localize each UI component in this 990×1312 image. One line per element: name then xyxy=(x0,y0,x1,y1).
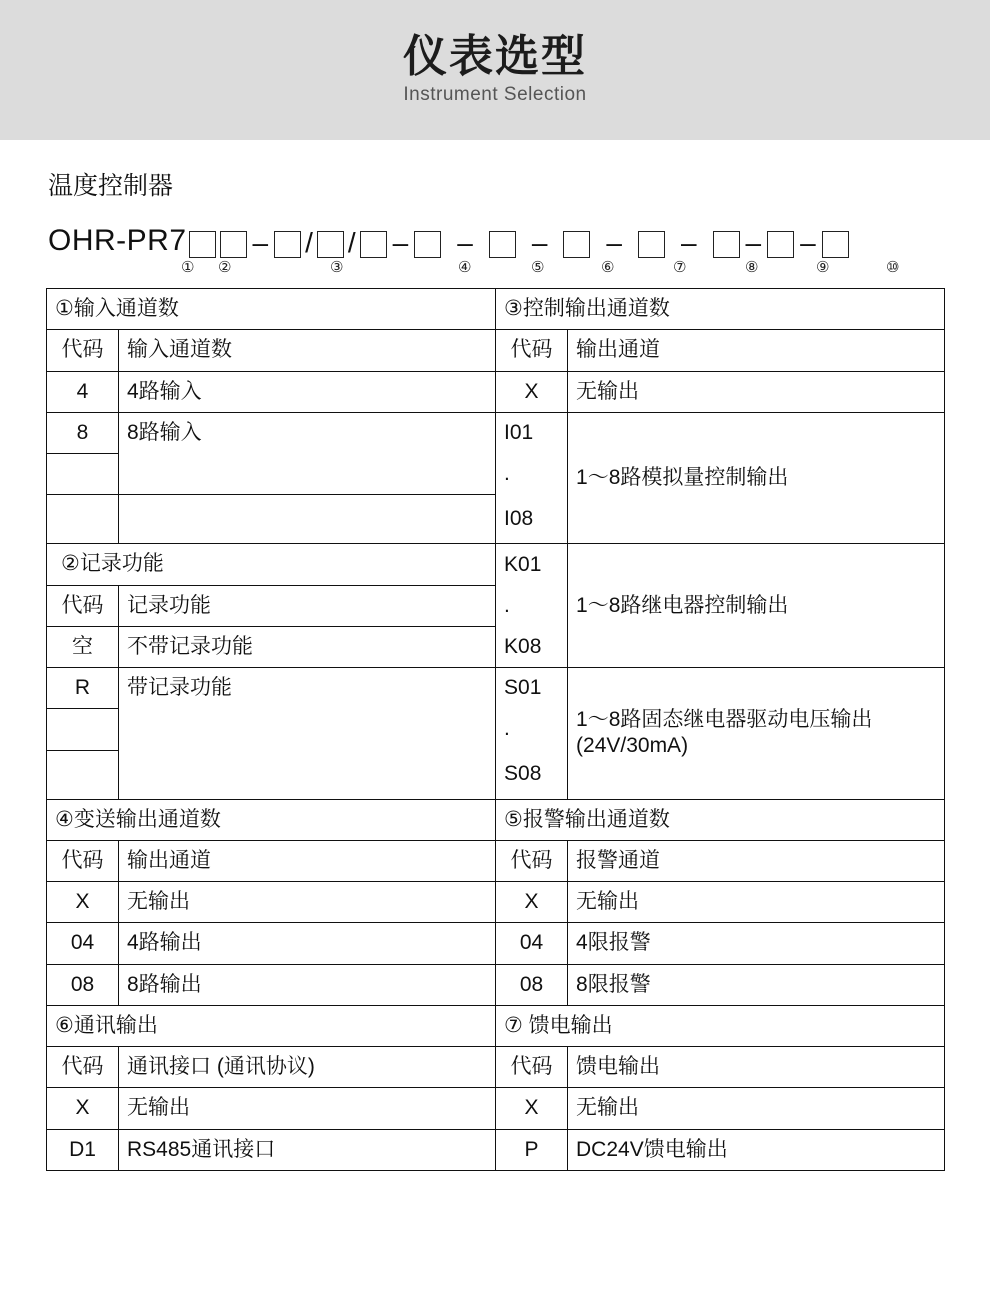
model-slot-1 xyxy=(189,231,216,258)
col-desc-5: 报警通道 xyxy=(568,840,945,881)
model-slash-1: / xyxy=(305,227,313,258)
model-dash-3: – xyxy=(457,227,473,258)
s3-code-1-bottom: I08 xyxy=(496,495,568,544)
s3-desc-3 xyxy=(568,668,945,800)
model-mark-3: ③ xyxy=(330,259,344,276)
model-slot-9 xyxy=(767,231,794,258)
model-slot-3a xyxy=(274,231,301,258)
s2-code-0: 空 xyxy=(47,626,119,667)
s1-blank-1 xyxy=(47,454,119,495)
model-prefix: OHR-PR7 xyxy=(48,224,187,257)
page-title: 仪表选型 xyxy=(403,31,587,81)
s4-code-1: 04 xyxy=(47,923,119,964)
table-row xyxy=(47,1129,945,1170)
s3-code-1-dot: . xyxy=(496,454,568,495)
col-code-4: 代码 xyxy=(47,840,119,881)
table-row xyxy=(47,1005,945,1046)
s2-desc-1: 带记录功能 xyxy=(119,668,496,800)
model-slot-5 xyxy=(489,231,516,258)
table-row xyxy=(47,330,945,371)
col-code-2: 代码 xyxy=(47,585,119,626)
model-mark-10: ⑩ xyxy=(886,259,900,276)
model-slash-2: / xyxy=(347,227,356,258)
spec-table xyxy=(46,288,945,1171)
col-code-5: 代码 xyxy=(496,840,568,881)
col-code-1: 代码 xyxy=(47,330,119,371)
model-mark-4: ④ xyxy=(458,259,472,276)
s3-code-3-dot: . xyxy=(496,709,568,750)
model-dash-5: – xyxy=(606,227,622,258)
model-slot-7 xyxy=(638,231,665,258)
table-row xyxy=(47,412,945,453)
section-title-3: ③控制输出通道数 xyxy=(496,289,945,330)
section-title-1: ①输入通道数 xyxy=(47,289,496,330)
model-dash-8: – xyxy=(800,227,816,258)
model-mark-8: ⑧ xyxy=(745,259,759,276)
col-desc-6: 通讯接口 (通讯协议) xyxy=(119,1047,496,1088)
s5-desc-2: 8限报警 xyxy=(568,964,945,1005)
page-subtitle: Instrument Selection xyxy=(403,84,587,106)
model-slot-10 xyxy=(822,231,849,258)
s6-code-0: X xyxy=(47,1088,119,1129)
s2-code-1: R xyxy=(47,668,119,709)
s2-blank-1 xyxy=(47,709,119,750)
content-area xyxy=(0,140,990,1171)
section-title-6: ⑥通讯输出 xyxy=(47,1005,496,1046)
table-row xyxy=(47,371,945,412)
table-row xyxy=(47,668,945,709)
model-dash-1: – xyxy=(252,227,269,258)
table-row xyxy=(47,289,945,330)
model-mark-7: ⑦ xyxy=(673,259,687,276)
s3-desc-3-line2: (24V/30mA) xyxy=(576,734,689,758)
s3-desc-2: 1～8路继电器控制输出 xyxy=(568,544,945,668)
s4-desc-0: 无输出 xyxy=(119,882,496,923)
s5-desc-0: 无输出 xyxy=(568,882,945,923)
model-mark-2: ② xyxy=(218,259,232,276)
s7-code-1: P xyxy=(496,1129,568,1170)
page-banner xyxy=(0,0,990,140)
model-slot-3c xyxy=(360,231,387,258)
s1-desc-1: 8路输入 xyxy=(119,412,496,495)
col-desc-1: 输入通道数 xyxy=(119,330,496,371)
s5-code-0: X xyxy=(496,882,568,923)
section-title-2: ②记录功能 xyxy=(47,544,496,585)
section-title-5: ⑤报警输出通道数 xyxy=(496,799,945,840)
s3-code-2-dot: . xyxy=(496,585,568,626)
table-row xyxy=(47,544,945,585)
s3-code-0: X xyxy=(496,371,568,412)
s2-blank-2 xyxy=(47,750,119,799)
s1-blank-2 xyxy=(47,495,119,544)
col-code-6: 代码 xyxy=(47,1047,119,1088)
table-row xyxy=(47,799,945,840)
s4-desc-2: 8路输出 xyxy=(119,964,496,1005)
table-row xyxy=(47,840,945,881)
model-mark-5: ⑤ xyxy=(531,259,545,276)
s1-desc-0: 4路输入 xyxy=(119,371,496,412)
model-dash-4: – xyxy=(531,227,548,258)
model-dash-7: – xyxy=(745,227,762,258)
col-code-7: 代码 xyxy=(496,1047,568,1088)
table-row xyxy=(47,1047,945,1088)
s7-code-0: X xyxy=(496,1088,568,1129)
s1-code-1: 8 xyxy=(47,412,119,453)
s7-desc-1: DC24V馈电输出 xyxy=(568,1129,945,1170)
model-slot-4 xyxy=(414,231,441,258)
s3-code-3-bottom: S08 xyxy=(496,750,568,799)
s3-code-1-top: I01 xyxy=(496,412,568,453)
s3-desc-0: 无输出 xyxy=(568,371,945,412)
section-title-4: ④变送输出通道数 xyxy=(47,799,496,840)
model-mark-6: ⑥ xyxy=(601,259,615,276)
s3-code-2-top: K01 xyxy=(496,544,568,585)
s5-desc-1: 4限报警 xyxy=(568,923,945,964)
table-row xyxy=(47,923,945,964)
s6-code-1: D1 xyxy=(47,1129,119,1170)
product-name: 温度控制器 xyxy=(48,172,174,200)
table-row xyxy=(47,1088,945,1129)
model-mark-1: ① xyxy=(181,259,195,276)
table-row xyxy=(47,882,945,923)
s3-desc-1: 1～8路模拟量控制输出 xyxy=(568,412,945,544)
model-code-line xyxy=(48,212,944,258)
s6-desc-1: RS485通讯接口 xyxy=(119,1129,496,1170)
col-desc-4: 输出通道 xyxy=(119,840,496,881)
model-dash-2: – xyxy=(392,227,409,258)
model-slot-8 xyxy=(713,231,740,258)
s6-desc-0: 无输出 xyxy=(119,1088,496,1129)
s4-code-0: X xyxy=(47,882,119,923)
col-code-3: 代码 xyxy=(496,330,568,371)
col-desc-3: 输出通道 xyxy=(568,330,945,371)
s3-desc-3-line1: 1～8路固态继电器驱动电压输出 xyxy=(576,708,873,731)
s1-code-0: 4 xyxy=(47,371,119,412)
s7-desc-0: 无输出 xyxy=(568,1088,945,1129)
table-row xyxy=(47,964,945,1005)
s3-code-3-top: S01 xyxy=(496,668,568,709)
s4-code-2: 08 xyxy=(47,964,119,1005)
model-mark-9: ⑨ xyxy=(816,259,830,276)
model-marks xyxy=(48,258,944,284)
model-slot-6 xyxy=(563,231,590,258)
model-slot-3b xyxy=(317,231,344,258)
s5-code-2: 08 xyxy=(496,964,568,1005)
col-desc-7: 馈电输出 xyxy=(568,1047,945,1088)
s4-desc-1: 4路输出 xyxy=(119,923,496,964)
s2-desc-0: 不带记录功能 xyxy=(119,626,496,667)
s5-code-1: 04 xyxy=(496,923,568,964)
model-dash-6: – xyxy=(680,227,697,258)
section-title-7: ⑦ 馈电输出 xyxy=(496,1005,945,1046)
model-slot-2 xyxy=(220,231,247,258)
s1-blank-3 xyxy=(119,495,496,544)
col-desc-2: 记录功能 xyxy=(119,585,496,626)
s3-code-2-bottom: K08 xyxy=(496,626,568,667)
